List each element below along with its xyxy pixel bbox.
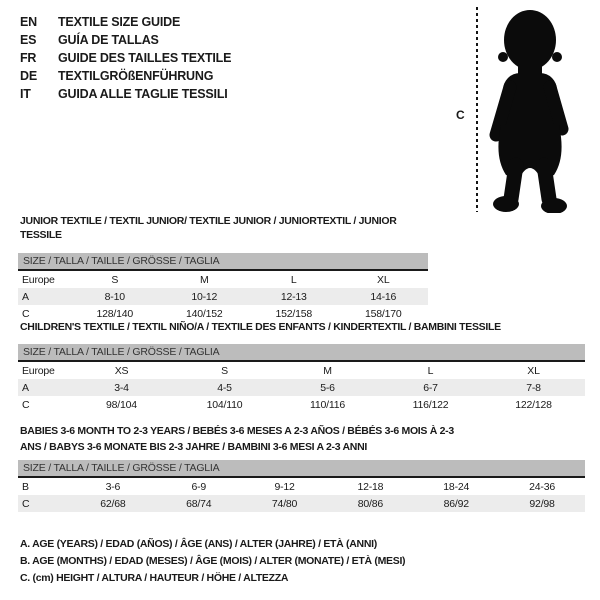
table-cell: 14-16 bbox=[339, 288, 429, 305]
babies-size-table bbox=[18, 478, 585, 512]
table-cell: 4-5 bbox=[173, 379, 276, 396]
table-cell: 7-8 bbox=[482, 379, 585, 396]
note-b: B. AGE (MONTHS) / EDAD (MESES) / ÂGE (MOIS) / ALTER (MONATE) / ETÀ (MESI) bbox=[20, 555, 406, 567]
children-size-table bbox=[18, 362, 585, 413]
table-cell: L bbox=[427, 364, 434, 377]
row-label: C bbox=[18, 495, 70, 512]
height-figure bbox=[455, 5, 587, 213]
language-list bbox=[20, 13, 231, 103]
table-row bbox=[18, 396, 585, 413]
language-code: FR bbox=[20, 51, 37, 65]
table-cell: 24-36 bbox=[529, 480, 555, 493]
row-label: C bbox=[22, 398, 30, 411]
language-row bbox=[20, 49, 231, 67]
height-dashed-line bbox=[476, 7, 478, 212]
table-cell: 128/140 bbox=[96, 307, 134, 320]
row-label: Europe bbox=[22, 273, 55, 286]
section-title: JUNIOR TEXTILE / TEXTIL JUNIOR/ TEXTILE JUNIOR / JUNIORTEXTIL / JUNIOR TESSILE bbox=[20, 215, 397, 241]
table-cell: 158/170 bbox=[364, 307, 402, 320]
table-cell: 104/110 bbox=[206, 398, 243, 411]
legend-notes bbox=[20, 536, 405, 587]
table-cell: 80/86 bbox=[327, 495, 413, 512]
language-code: ES bbox=[20, 33, 37, 47]
table-cell: 122/128 bbox=[515, 398, 552, 411]
language-code: IT bbox=[20, 87, 31, 101]
size-header-band: SIZE / TALLA / TAILLE / GRÖSSE / TAGLIA bbox=[18, 253, 428, 271]
table-cell: 140/152 bbox=[185, 307, 223, 320]
language-row bbox=[20, 13, 231, 31]
table-cell: 3-6 bbox=[105, 480, 121, 493]
table-row bbox=[18, 478, 585, 495]
table-cell: 6-7 bbox=[379, 379, 482, 396]
language-title: TEXTILE SIZE GUIDE bbox=[58, 15, 181, 29]
table-cell: 74/80 bbox=[242, 495, 328, 512]
language-row bbox=[20, 85, 231, 103]
table-cell: XL bbox=[527, 364, 540, 377]
table-cell: 18-24 bbox=[443, 480, 470, 493]
table-cell: 12-18 bbox=[357, 480, 384, 493]
table-cell: 8-10 bbox=[70, 288, 160, 305]
table-cell: M bbox=[199, 273, 209, 286]
table-row bbox=[18, 271, 428, 288]
table-cell: M bbox=[323, 364, 332, 377]
table-row bbox=[18, 379, 585, 396]
row-label: A bbox=[18, 288, 70, 305]
table-cell: XS bbox=[114, 364, 129, 377]
language-title: TEXTILGRÖßENFÜHRUNG bbox=[58, 69, 214, 83]
row-label: Europe bbox=[22, 364, 55, 377]
childrens-textile-section bbox=[18, 320, 585, 413]
table-cell: 10-12 bbox=[160, 288, 250, 305]
section-title: CHILDREN'S TEXTILE / TEXTIL NIÑO/A / TEXTILE DES ENFANTS / KINDERTEXTIL / BAMBINI TESSILE bbox=[20, 321, 501, 333]
language-title: GUIDA ALLE TAGLIE TESSILI bbox=[58, 87, 228, 101]
table-cell: 98/104 bbox=[106, 398, 137, 411]
row-label: A bbox=[18, 379, 70, 396]
junior-size-table bbox=[18, 271, 428, 322]
row-label: B bbox=[22, 480, 29, 493]
table-cell: L bbox=[290, 273, 297, 286]
section-title: BABIES 3-6 MONTH TO 2-3 YEARS / BEBÉS 3-6 MESES A 2-3 AÑOS / BÉBÉS 3-6 MOIS À 2-3 ANS / BABYS 3-6 MONATE BIS 2-3 JAHRE / BAMBINI 3-6 MESI A 2-3 ANNI bbox=[20, 425, 454, 453]
table-cell: 86/92 bbox=[413, 495, 499, 512]
table-cell: 62/68 bbox=[70, 495, 156, 512]
language-code: EN bbox=[20, 15, 37, 29]
table-row bbox=[18, 288, 428, 305]
table-cell: 6-9 bbox=[191, 480, 207, 493]
table-cell: S bbox=[221, 364, 228, 377]
height-marker-label: C bbox=[456, 108, 465, 122]
note-a: A. AGE (YEARS) / EDAD (AÑOS) / ÂGE (ANS) / ALTER (JAHRE) / ETÀ (ANNI) bbox=[20, 538, 377, 550]
table-cell: 68/74 bbox=[156, 495, 242, 512]
row-label: C bbox=[22, 307, 30, 320]
table-cell: 9-12 bbox=[274, 480, 295, 493]
baby-silhouette-icon bbox=[486, 7, 574, 213]
babies-textile-section bbox=[18, 423, 585, 512]
language-title: GUÍA DE TALLAS bbox=[58, 33, 159, 47]
language-row bbox=[20, 31, 231, 49]
table-row bbox=[18, 495, 585, 512]
language-code: DE bbox=[20, 69, 37, 83]
table-cell: 152/158 bbox=[275, 307, 313, 320]
table-row bbox=[18, 362, 585, 379]
table-cell: 92/98 bbox=[499, 495, 585, 512]
table-cell: XL bbox=[377, 273, 390, 286]
size-header-band: SIZE / TALLA / TAILLE / GRÖSSE / TAGLIA bbox=[18, 460, 585, 478]
table-cell: S bbox=[111, 273, 119, 286]
junior-textile-section bbox=[18, 214, 428, 322]
table-cell: 3-4 bbox=[70, 379, 173, 396]
language-row bbox=[20, 67, 231, 85]
note-c: C. (cm) HEIGHT / ALTURA / HAUTEUR / HÖHE / ALTEZZA bbox=[20, 572, 289, 584]
table-cell: 12-13 bbox=[249, 288, 339, 305]
table-cell: 110/116 bbox=[310, 398, 345, 411]
table-cell: 5-6 bbox=[276, 379, 379, 396]
language-title: GUIDE DES TAILLES TEXTILE bbox=[58, 51, 232, 65]
table-cell: 116/122 bbox=[412, 398, 449, 411]
size-header-band: SIZE / TALLA / TAILLE / GRÖSSE / TAGLIA bbox=[18, 344, 585, 362]
